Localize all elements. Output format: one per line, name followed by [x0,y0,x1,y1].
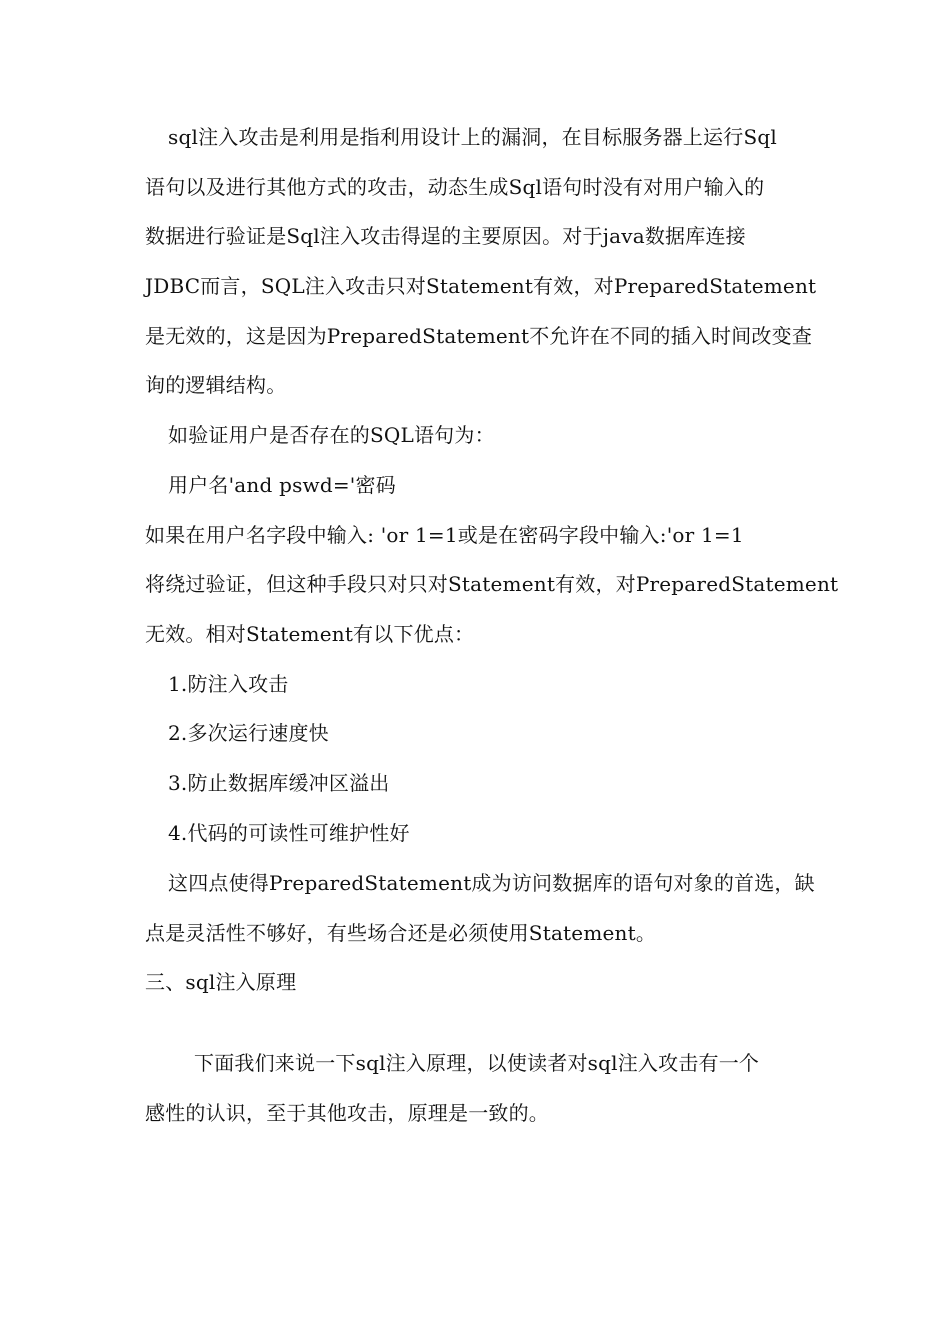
paragraph-line: 语句以及进行其他方式的攻击，动态生成Sql语句时没有对用户输入的 [145,175,765,199]
paragraph-line: 询的逻辑结构。 [145,373,287,397]
sql-intro-line: 如验证用户是否存在的SQL语句为： [168,423,495,447]
injection-line: 将绕过验证，但这种手段只对只对Statement有效，对PreparedStatement [145,572,839,596]
paragraph-line: 数据进行验证是Sql注入攻击得逞的主要原因。对于java数据库连接 [145,224,746,248]
closing-line: 下面我们来说一下sql注入原理，以使读者对sql注入攻击有一个 [194,1051,760,1075]
advantage-item: 3.防止数据库缓冲区溢出 [168,771,390,795]
injection-line: 无效。相对Statement有以下优点： [145,622,475,646]
paragraph-line: JDBC而言，SQL注入攻击只对Statement有效，对PreparedStatement [145,274,817,298]
sql-example-line: 用户名'and pswd='密码 [168,473,396,497]
section-heading: 三、sql注入原理 [145,970,297,994]
closing-line: 感性的认识，至于其他攻击，原理是一致的。 [145,1101,549,1125]
paragraph-line: sql注入攻击是利用是指利用设计上的漏洞，在目标服务器上运行Sql [168,125,777,149]
advantage-item: 1.防注入攻击 [168,672,289,696]
advantage-item: 2.多次运行速度快 [168,721,329,745]
summary-line: 点是灵活性不够好，有些场合还是必须使用Statement。 [145,921,657,945]
summary-line: 这四点使得PreparedStatement成为访问数据库的语句对象的首选，缺 [168,871,815,895]
injection-line: 如果在用户名字段中输入: 'or 1=1或是在密码字段中输入:'or 1=1 [145,523,744,547]
advantage-item: 4.代码的可读性可维护性好 [168,821,410,845]
paragraph-line: 是无效的，这是因为PreparedStatement不允许在不同的插入时间改变查 [145,324,813,348]
